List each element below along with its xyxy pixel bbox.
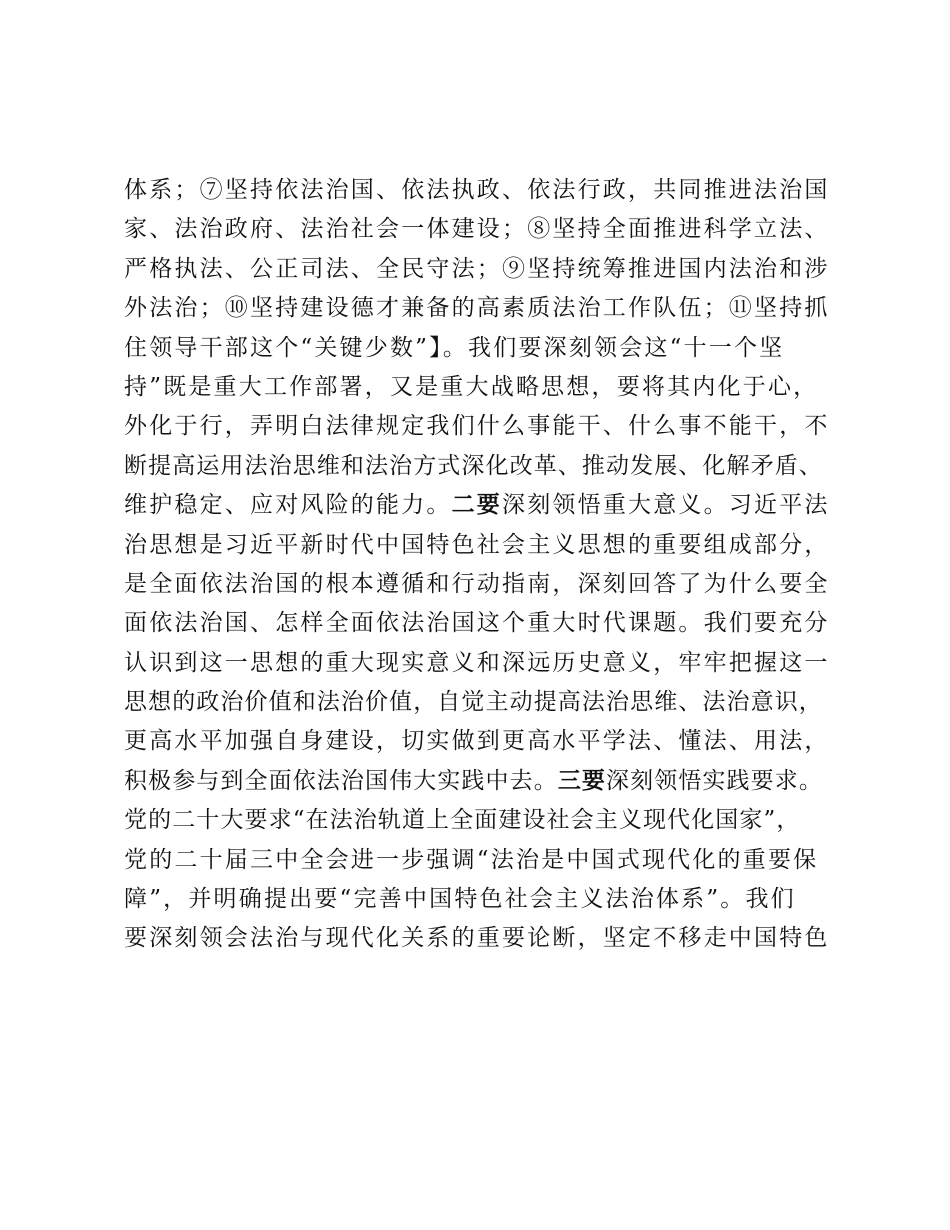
text-line: 治思想是习近平新时代中国特色社会主义思想的重要组成部分，	[124, 531, 830, 558]
body-paragraph	[124, 171, 844, 959]
text-line: 维护稳定、应对风险的能力。二要深刻领悟重大意义。习近平法	[124, 492, 830, 519]
bold-keyword: 二要	[451, 492, 503, 519]
text-line: 外化于行，弄明白法律规定我们什么事能干、什么事不能干，不	[124, 413, 830, 440]
text-line: 认识到这一思想的重大现实意义和深远历史意义，牢牢把握这一	[124, 649, 830, 676]
text-line: 住领导干部这个“关键少数”】。我们要深刻领会这“十一个坚	[124, 334, 785, 361]
text-line: 障”，并明确提出要“完善中国特色社会主义法治体系”。我们	[124, 886, 796, 913]
text-line: 面依法治国、怎样全面依法治国这个重大时代课题。我们要充分	[124, 610, 830, 637]
text-line: 严格执法、公正司法、全民守法；⑨坚持统筹推进国内法治和涉	[124, 255, 830, 282]
text-line: 思想的政治价值和法治价值，自觉主动提高法治思维、法治意识，	[124, 689, 823, 716]
text-line: 家、法治政府、法治社会一体建设；⑧坚持全面推进科学立法、	[124, 216, 830, 243]
text-line: 持”既是重大工作部署，又是重大战略思想，要将其内化于心，	[124, 373, 819, 400]
text-line: 断提高运用法治思维和法治方式深化改革、推动发展、化解矛盾、	[124, 452, 823, 479]
text-line: 要深刻领会法治与现代化关系的重要论断，坚定不移走中国特色	[124, 925, 830, 952]
text-line: 党的二十届三中全会进一步强调“法治是中国式现代化的重要保	[124, 846, 819, 873]
text-line: 体系；⑦坚持依法治国、依法执政、依法行政，共同推进法治国	[124, 177, 830, 203]
bold-keyword: 三要	[557, 767, 607, 794]
text-line: 是全面依法治国的根本遵循和行动指南，深刻回答了为什么要全	[124, 570, 830, 597]
text-line: 党的二十大要求“在法治轨道上全面建设社会主义现代化国家”，	[124, 807, 801, 834]
text-line: 更高水平加强自身建设，切实做到更高水平学法、懂法、用法，	[124, 728, 830, 755]
text-line: 积极参与到全面依法治国伟大实践中去。三要深刻领悟实践要求。	[124, 767, 823, 794]
text-line: 外法治；⑩坚持建设德才兼备的高素质法治工作队伍；⑪坚持抓	[124, 295, 830, 322]
